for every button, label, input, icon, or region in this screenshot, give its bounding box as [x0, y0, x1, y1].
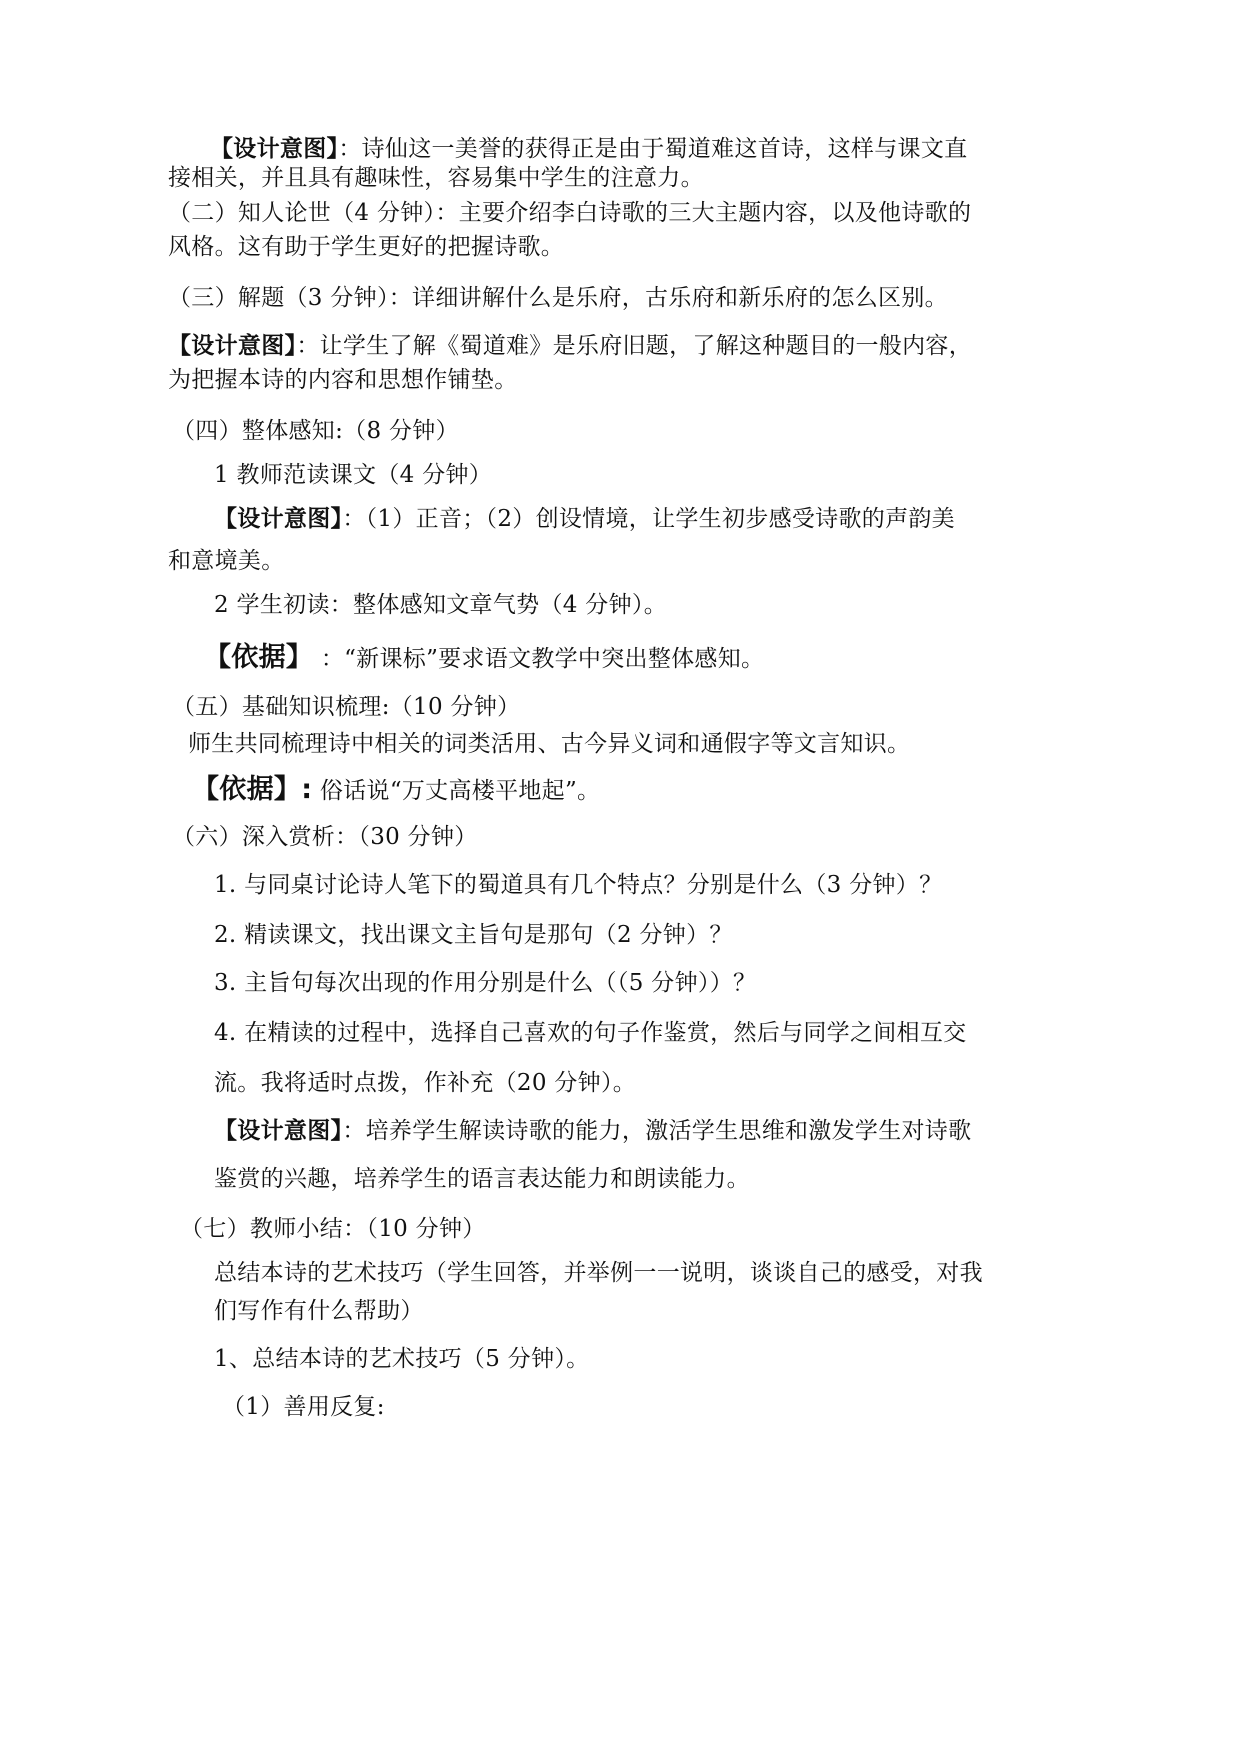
paragraph-text: ：培养学生解读诗歌的能力，激活学生思维和激发学生对诗歌	[342, 1118, 972, 1144]
design-intent-label: 【设计意图】	[214, 506, 343, 532]
design-intent-label: 【设计意图】	[168, 333, 297, 359]
basis-paragraph	[192, 776, 600, 803]
list-item: 1. 与同桌讨论诗人笔下的蜀道具有几个特点？分别是什么（3 分钟）？	[214, 872, 943, 898]
paragraph-text: 接相关，并且具有趣味性，容易集中学生的注意力。	[168, 165, 704, 191]
sub-item: 1 教师范读课文（4 分钟）	[214, 462, 493, 488]
paragraph-text: ：（1）正音；（2）创设情境，让学生初步感受诗歌的声韵美	[342, 506, 955, 532]
paragraph-text: 流。我将适时点拨，作补充（20 分钟）。	[214, 1070, 637, 1096]
list-item: 4. 在精读的过程中，选择自己喜欢的句子作鉴赏，然后与同学之间相互交	[214, 1020, 967, 1046]
paragraph-text: ：“新课标”要求语文教学中突出整体感知。	[313, 646, 765, 672]
list-item: 2. 精读课文，找出课文主旨句是那句（2 分钟）？	[214, 922, 733, 948]
paragraph-text: 风格。这有助于学生更好的把握诗歌。	[168, 234, 565, 260]
section-heading: （五）基础知识梳理:（10 分钟）	[172, 694, 521, 720]
paragraph-text: 为把握本诗的内容和思想作铺垫。	[168, 367, 518, 393]
section-heading: （七）教师小结：（10 分钟）	[180, 1216, 486, 1242]
design-intent-paragraph	[214, 508, 955, 531]
paragraph-text: ：诗仙这一美誉的获得正是由于蜀道难这首诗，这样与课文直	[338, 136, 968, 162]
paragraph-text: 们写作有什么帮助）	[214, 1298, 424, 1324]
section-heading: （六）深入赏析：（30 分钟）	[172, 824, 478, 850]
paragraph-text: ：让学生了解《蜀道难》是乐府旧题，了解这种题目的一般内容，	[296, 333, 973, 359]
basis-label: 【依据】	[204, 642, 314, 673]
sub-item: 1、总结本诗的艺术技巧（5 分钟）。	[214, 1346, 590, 1372]
paragraph-text: 俗话说“万丈高楼平地起”。	[312, 778, 601, 804]
paragraph-text: 鉴赏的兴趣，培养学生的语言表达能力和朗读能力。	[214, 1166, 750, 1192]
design-intent-paragraph	[214, 1120, 971, 1143]
design-intent-label: 【设计意图】	[214, 1118, 343, 1144]
section-heading: （二）知人论世（4 分钟）：主要介绍李白诗歌的三大主题内容，以及他诗歌的	[168, 200, 972, 226]
list-item: 3. 主旨句每次出现的作用分别是什么（（5 分钟））？	[214, 970, 757, 996]
design-intent-paragraph	[210, 138, 967, 161]
section-heading: （三）解题（3 分钟）：详细讲解什么是乐府，古乐府和新乐府的怎么区别。	[168, 285, 948, 311]
design-intent-paragraph	[168, 335, 972, 358]
basis-paragraph	[204, 644, 764, 671]
design-intent-label: 【设计意图】	[210, 136, 339, 162]
paragraph-text: 和意境美。	[168, 548, 285, 574]
paragraph-text: 总结本诗的艺术技巧（学生回答，并举例一一说明，谈谈自己的感受，对我	[214, 1260, 983, 1286]
sub-item: 2 学生初读：整体感知文章气势（4 分钟）。	[214, 592, 667, 618]
section-heading: （四）整体感知:（8 分钟）	[172, 418, 459, 444]
sub-item: （1）善用反复:	[222, 1394, 385, 1420]
basis-label: 【依据】:	[192, 774, 313, 805]
paragraph-text: 师生共同梳理诗中相关的词类活用、古今异义词和通假字等文言知识。	[188, 731, 911, 757]
